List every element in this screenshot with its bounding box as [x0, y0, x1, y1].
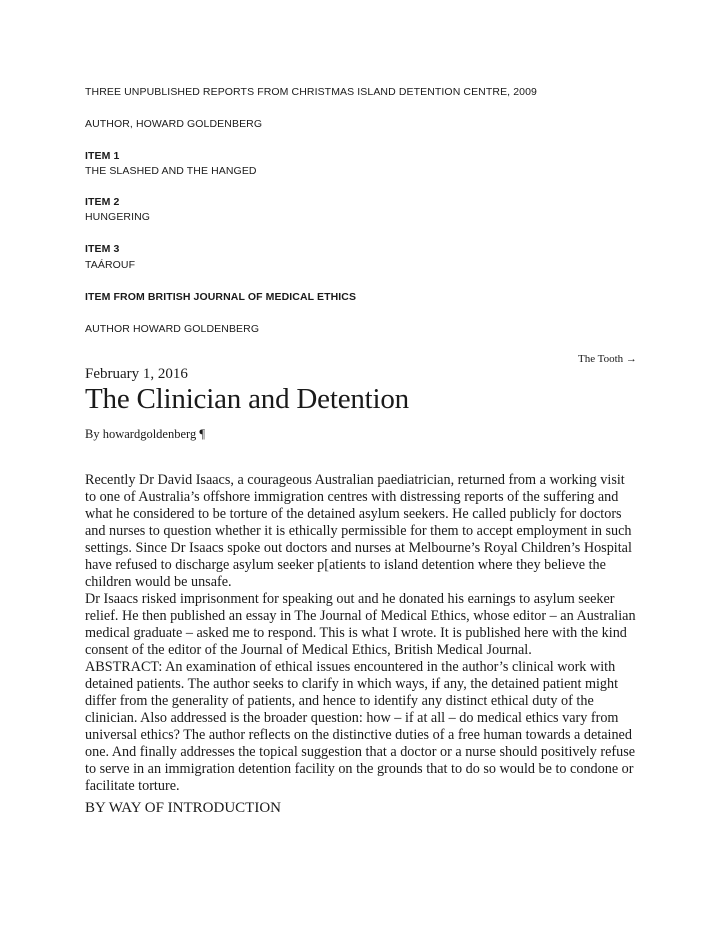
body-line: have refused to discharge asylum seeker p[atients to island detention where they believe the	[85, 557, 606, 573]
post-date: February 1, 2016	[85, 366, 188, 382]
body-line: settings. Since Dr Isaacs spoke out doctors and nurses at Melbourne’s Royal Children’s Hospital	[85, 540, 632, 556]
item-2-label: ITEM 2	[85, 196, 120, 208]
item-1-label: ITEM 1	[85, 150, 120, 162]
post-title: The Clinician and Detention	[85, 383, 409, 415]
body-line: Dr Isaacs risked imprisonment for speaking out and he donated his earnings to asylum seeker	[85, 591, 615, 607]
body-line: Recently Dr David Isaacs, a courageous Australian paediatrician, returned from a working visit	[85, 472, 625, 488]
body-line: relief. He then published an essay in The Journal of Medical Ethics, whose editor – an Australian	[85, 608, 636, 624]
item-3-label: ITEM 3	[85, 243, 120, 255]
next-post-link[interactable]: The Tooth →	[578, 353, 637, 365]
body-line: consent of the editor of the Journal of Medical Ethics, British Medical Journal.	[85, 642, 532, 658]
body-line: what he considered to be torture of the detained asylum seekers. He called publicly for doctors	[85, 506, 622, 522]
body-line: one. And finally addresses the topical suggestion that a doctor or a nurse should positively refuse	[85, 744, 636, 760]
collection-author: AUTHOR, HOWARD GOLDENBERG	[85, 118, 263, 130]
body-line: detained patients. The author seeks to clarify in which ways, if any, the detained patient might	[85, 676, 619, 692]
body-line: clinician. Also addressed is the broader question: how – if at all – do medical ethics vary from	[85, 710, 619, 726]
body-line: and nurses to question whether it is ethically permissible for them to accept employment in such	[85, 523, 632, 539]
body-line: to one of Australia’s offshore immigration centres with distressing reports of the suffering and	[85, 489, 619, 505]
section-heading: BY WAY OF INTRODUCTION	[85, 800, 281, 816]
post-byline[interactable]: By howardgoldenberg ¶	[85, 427, 205, 441]
body-line: to serve in an immigration detention facility on the grounds that to do so would be to condone or	[85, 761, 634, 777]
body-line: children would be unsafe.	[85, 574, 232, 590]
item-3-title: TAÁROUF	[85, 259, 136, 271]
journal-item-author: AUTHOR HOWARD GOLDENBERG	[85, 323, 260, 335]
body-line: ABSTRACT: An examination of ethical issues encountered in the author’s clinical work with	[85, 659, 616, 675]
body-line: medical graduate – asked me to respond. This is what I wrote. It is published here with the kind	[85, 625, 627, 641]
item-2-title: HUNGERING	[85, 211, 151, 223]
body-line: universal ethics? The author reflects on the distinctive duties of a free human towards a detained	[85, 727, 632, 743]
body-line: differ from the generality of patients, and hence to identify any distinct ethical duty of the	[85, 693, 594, 709]
journal-item-heading: ITEM FROM BRITISH JOURNAL OF MEDICAL ETHICS	[85, 291, 357, 303]
body-line: facilitate torture.	[85, 778, 180, 794]
post-body	[85, 472, 641, 795]
item-1-title: THE SLASHED AND THE HANGED	[85, 165, 257, 177]
collection-title: THREE UNPUBLISHED REPORTS FROM CHRISTMAS ISLAND DETENTION CENTRE, 2009	[85, 86, 537, 98]
